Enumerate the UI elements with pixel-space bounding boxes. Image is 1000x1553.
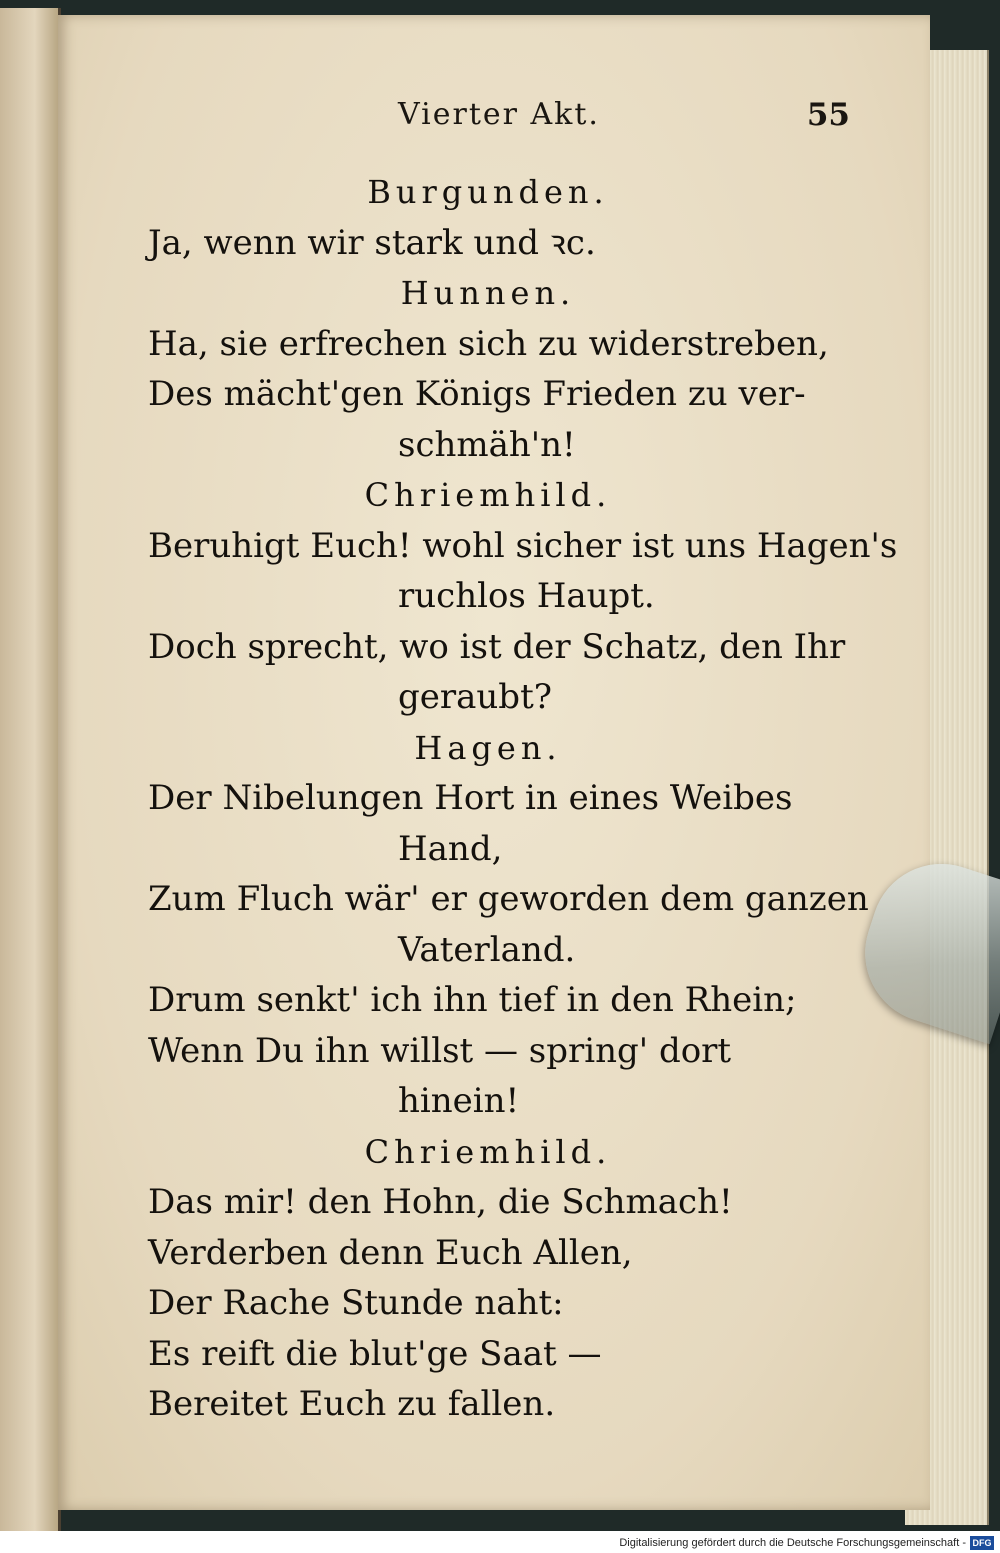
- verse-line: Bereitet Euch zu fallen.: [148, 1384, 556, 1424]
- speaker-heading: Chriemhild.: [364, 476, 612, 514]
- speaker-heading: Hagen.: [414, 728, 562, 767]
- verse-line: Es reift die blut'ge Saat —: [148, 1333, 602, 1374]
- facing-page-edge: [0, 8, 61, 1538]
- verse-line: Doch sprecht, wo ist der Schatz, den Ihr: [148, 626, 846, 667]
- verse-line: Ja, wenn wir stark und ꝛc.: [148, 222, 596, 263]
- verse-line: Wenn Du ihn willst — spring' dort: [148, 1030, 732, 1071]
- running-head: Vierter Akt.: [398, 97, 600, 132]
- verse-line: Zum Fluch wär' er geworden dem ganzen: [148, 879, 869, 919]
- verse-line: Drum senkt' ich ihn tief in den Rhein;: [148, 980, 797, 1020]
- speaker-heading: Chriemhild.: [364, 1132, 612, 1171]
- verse-line: Beruhigt Euch! wohl sicher ist uns Hagen's: [148, 525, 898, 566]
- verse-continuation: Hand,: [398, 828, 503, 869]
- verse-continuation: geraubt?: [398, 677, 552, 717]
- verse-continuation: hinein!: [398, 1081, 520, 1121]
- verse-line: Das mir! den Hohn, die Schmach!: [148, 1182, 733, 1222]
- play-text: [148, 167, 898, 1430]
- verse-line: Verderben denn Euch Allen,: [148, 1232, 633, 1273]
- speaker-heading: Hunnen.: [400, 274, 576, 312]
- speaker-heading: Burgunden.: [367, 173, 609, 211]
- dfg-logo: DFG: [970, 1536, 994, 1550]
- verse-line: Der Rache Stunde naht:: [148, 1283, 564, 1323]
- page-number: 55: [806, 97, 850, 133]
- verse-line: Des mächt'gen Königs Frieden zu ver-: [148, 374, 806, 414]
- verse-continuation: schmäh'n!: [398, 424, 576, 465]
- digitization-footer: [0, 1531, 1000, 1553]
- book-page: [58, 15, 930, 1510]
- verse-line: Ha, sie erfrechen sich zu widerstreben,: [148, 323, 829, 364]
- page-header: [398, 97, 850, 137]
- verse-continuation: ruchlos Haupt.: [398, 576, 655, 616]
- funding-credit: Digitalisierung gefördert durch die Deutsche Forschungsgemeinschaft -: [619, 1537, 966, 1549]
- verse-line: Der Nibelungen Hort in eines Weibes: [148, 778, 793, 818]
- verse-continuation: Vaterland.: [398, 929, 576, 970]
